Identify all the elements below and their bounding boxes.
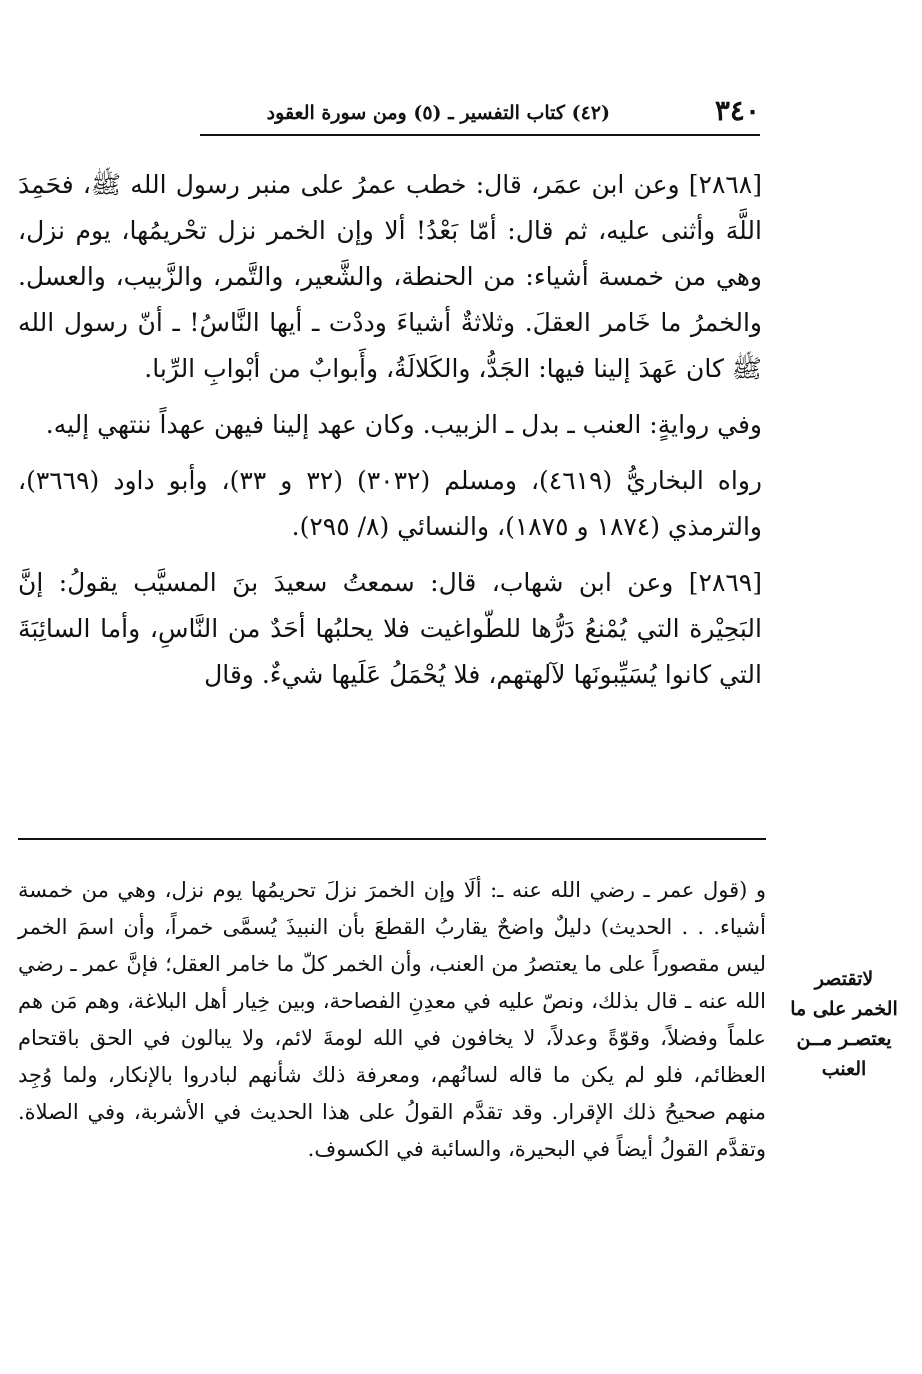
marginal-line: العنب xyxy=(821,1058,867,1080)
variant-narration: وفي روايةٍ: العنب ـ بدل ـ الزبيب. وكان عهد إلينا فيهن عهداً ننتهي إليه. xyxy=(45,410,762,439)
running-head: (٤٢) كتاب التفسير ـ (٥) ومن سورة العقود xyxy=(266,102,610,124)
footnote-divider xyxy=(18,838,766,840)
commentary-footnote xyxy=(18,872,766,1168)
hadith-2868: [٢٨٦٨] وعن ابن عمَر، قال: خطب عمرُ على منبر رسول الله ﷺ، فحَمِدَ اللَّهَ وأثنى عليه، ثم قال: أمّا بَعْدُ! ألا وإن الخمر نزل تحْريمُها، يوم نزل، وهي من خمسة أشياء: من الحنطة، والشَّعير، والتَّمر، والزَّبيب، والعسل. والخمرُ ما خَامر العقلَ. وثلاثةٌ أشياءَ وددْت ـ أيها النَّاسُ! ـ أنّ رسول الله ﷺ كان عَهدَ إلينا فيها: الجَدُّ، والكَلالَةُ، وأَبوابٌ من أبْوابِ الرِّبا. xyxy=(18,170,762,383)
marginal-line: الخمر على ما xyxy=(790,998,898,1020)
marginal-note xyxy=(778,964,910,1084)
commentary-text: و (قول عمر ـ رضي الله عنه ـ: ألَا وإن الخمرَ نزلَ تحريمُها يوم نزل، وهي من خمسة أشياء. . . الحديث) دليلٌ واضحٌ يقاربُ القطعَ بأن النبيذَ يُسمَّى خمراً، وأن اسمَ الخمر ليس مقصوراً على ما يعتصرُ من العنب، وأن الخمر كلّ ما خامر العقل؛ فإنَّ عمر ـ رضي الله عنه ـ قال بذلك، ونصّ عليه في معدِنِ الفصاحة، وبين خِيار أهل البلاغة، وهم مَن هم علماً وفضلاً، وقوّةً وعدلاً، لا يخافون في الله لومةَ لائم، ولا يبالون في الحق باقتحام العظائم، فلو لم يكن ما قاله لسانُهم، ومعرفة ذلك شأنهم لبادروا بالإنكار، ولما وُجِد منهم صحيحُ ذلك الإقرار. وقد تقدَّم القولُ على هذا الحديث في الأشربة، وفي الصلاة. وتقدَّم القولُ أيضاً في البحيرة، والسائبة في الكسوف. xyxy=(18,878,766,1161)
page-header xyxy=(200,88,760,136)
marginal-line: لاتقتصر xyxy=(814,968,874,990)
page-number: ٣٤٠ xyxy=(714,94,760,127)
main-text xyxy=(18,162,762,708)
marginal-line: يعتصـر مــن xyxy=(796,1028,892,1050)
hadith-sources: رواه البخاريُّ (٤٦١٩)، ومسلم (٣٠٣٢) (٣٢ و ٣٣)، وأبو داود (٣٦٦٩)، والترمذي (١٨٧٤ و ١٨٧٥)، والنسائي (٨/ ٢٩٥). xyxy=(18,466,762,541)
hadith-2869: [٢٨٦٩] وعن ابن شهاب، قال: سمعتُ سعيدَ بنَ المسيَّب يقولُ: إنَّ البَحِيْرة التي يُمْنعُ دَرُّها للطّواغيت فلا يحلبُها أحَدٌ من النَّاسِ، وأما السائِبَةَ التي كانوا يُسَيِّبونَها لآلهتهم، فلا يُحْمَلُ عَلَيها شيءٌ. وقال xyxy=(18,568,762,689)
